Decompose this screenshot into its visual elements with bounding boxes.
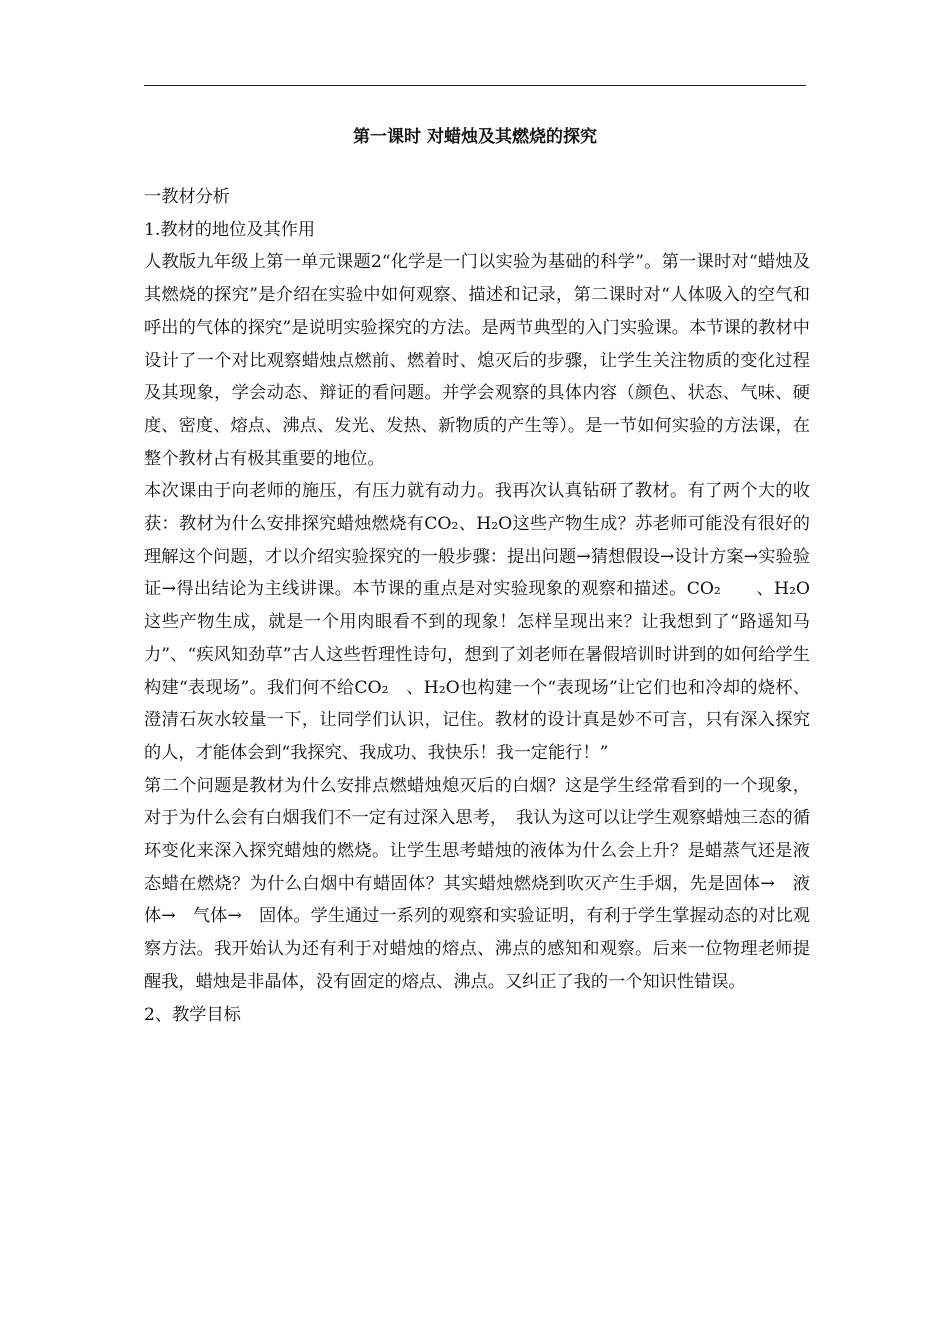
- subsection-heading-status-role: 1.教材的地位及其作用: [144, 219, 316, 240]
- paragraph-first-insight: 本次课由于向老师的施压，有压力就有动力。我再次认真钻研了教材。有了两个大的收获：教材为什么安排探究蜡烛燃烧有CO₂、H₂O这些产物生成？苏老师可能没有很好的理解这个问题，才以介绍实验探究的一般步骤：提出问题→猜想假设→设计方案→实验验证→得出结论为主线讲课。本节课的重点是对实验现象的观察和描述。CO₂ 、H₂O这些产物生成，就是一个用肉眼看不到的现象！怎样呈现出来？让我想到了“路遥知马力”、“疾风知劲草”古人这些哲理性诗句，想到了刘老师在暑假培训时讲到的如何给学生构建“表现场”。我们何不给CO₂ 、H₂O也构建一个“表现场”让它们也和冷却的烧杯、澄清石灰水较量一下，让同学们认识，记住。教材的设计真是妙不可言，只有深入探究的人，才能体会到“我探究、我成功、我快乐！我一定能行！”: [144, 481, 810, 763]
- subsection-heading-teaching-goals: 2、教学目标: [144, 1004, 241, 1025]
- section-heading-textbook-analysis: 一教材分析: [144, 187, 230, 207]
- header-rule: [144, 85, 806, 86]
- document-body: [144, 181, 810, 1031]
- paragraph-second-insight: 第二个问题是教材为什么安排点燃蜡烛熄灭后的白烟？这是学生经常看到的一个现象，对于为什么会有白烟我们不一定有过深入思考， 我认为这可以让学生观察蜡烛三态的循环变化来深入探究蜡烛的燃烧。让学生思考蜡烛的液体为什么会上升？是蜡蒸气还是液态蜡在燃烧？为什么白烟中有蜡固体？其实蜡烛燃烧到吹灭产生手烟，先是固体→ 液体→ 气体→ 固体。学生通过一系列的观察和实验证明，有利于学生掌握动态的对比观察方法。我开始认为还有利于对蜡烛的熔点、沸点的感知和观察。后来一位物理老师提醒我，蜡烛是非晶体，没有固定的熔点、沸点。又纠正了我的一个知识性错误。: [144, 775, 810, 992]
- document-title: 第一课时 对蜡烛及其燃烧的探究: [353, 127, 597, 147]
- paragraph-textbook-overview: 人教版九年级上第一单元课题2“化学是一门以实验为基础的科学”。第一课时对“蜡烛及其燃烧的探究”是介绍在实验中如何观察、描述和记录，第二课时对“人体吸入的空气和呼出的气体的探究”是说明实验探究的方法。是两节典型的入门实验课。本节课的教材中设计了一个对比观察蜡烛点燃前、燃着时、熄灭后的步骤，让学生关注物质的变化过程及其现象，学会动态、辩证的看问题。并学会观察的具体内容（颜色、状态、气味、硬度、密度、熔点、沸点、发光、发热、新物质的产生等）。是一节如何实验的方法课，在整个教材占有极其重要的地位。: [144, 252, 810, 469]
